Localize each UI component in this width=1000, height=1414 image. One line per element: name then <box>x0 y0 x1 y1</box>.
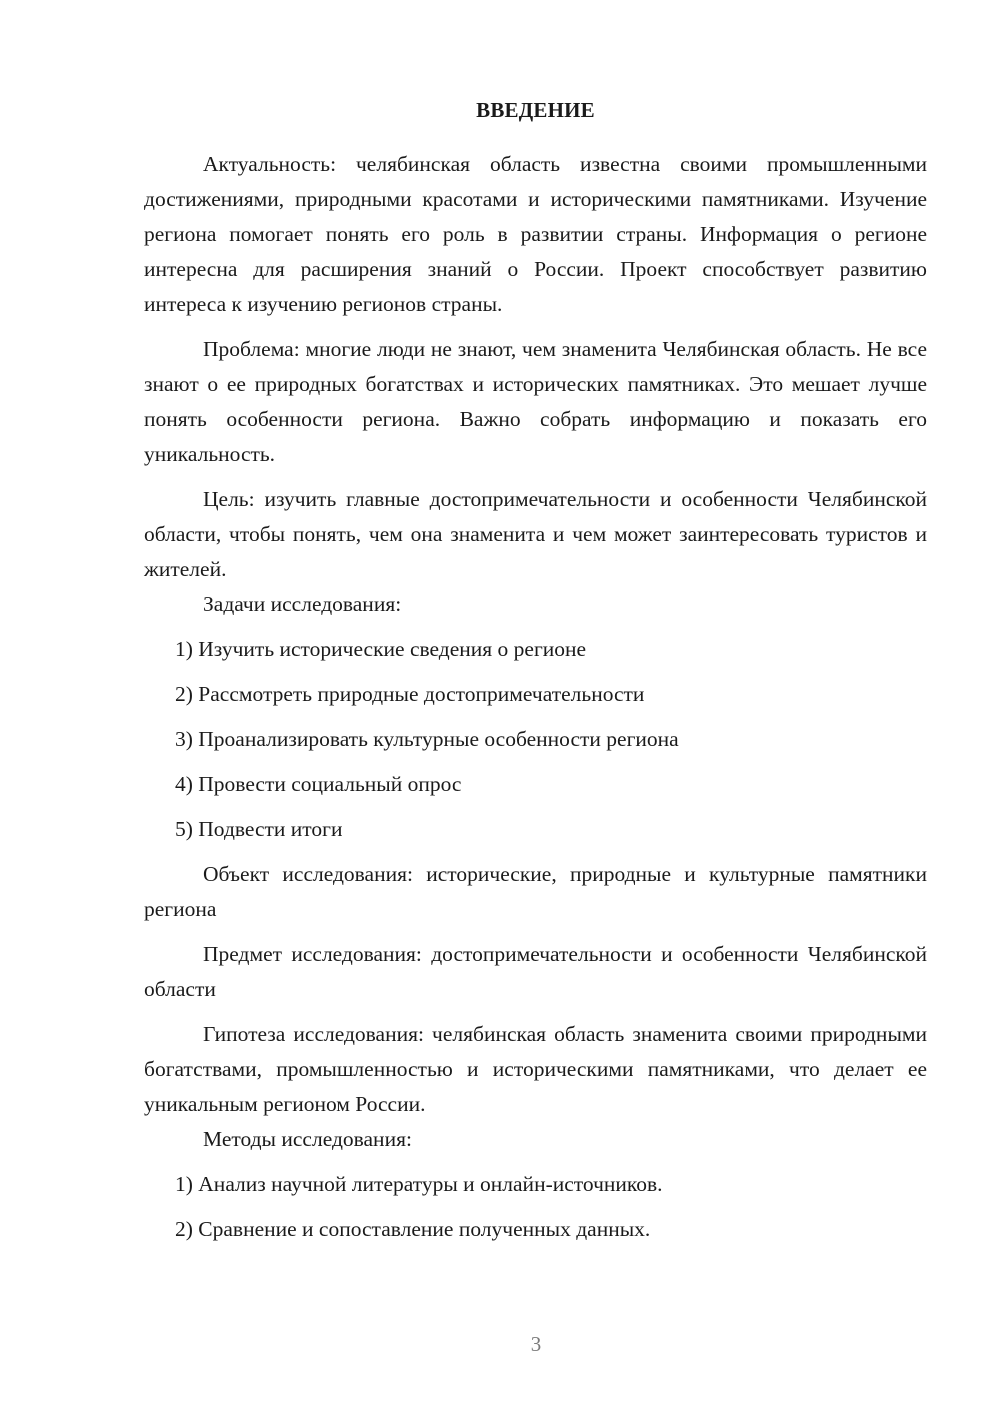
method-item: 1) Анализ научной литературы и онлайн-источников. <box>175 1172 663 1196</box>
hypothesis-paragraph: Гипотеза исследования: челябинская область знаменита своими природными богатствами, промышленностью и историческими памятниками, что делает ее уникальным регионом России. <box>144 1022 927 1116</box>
task-item: 4) Провести социальный опрос <box>175 772 462 796</box>
page-content <box>144 94 927 1247</box>
methods-heading: Методы исследования: <box>203 1127 412 1151</box>
relevance-paragraph: Актуальность: челябинская область известна своими промышленными достижениями, природными красотами и историческими памятниками. Изучение региона помогает понять его роль в развитии страны. Информация о регионе интересна для расширения знаний о России. Проект способствует развитию интереса к изучению регионов страны. <box>144 152 927 316</box>
tasks-heading: Задачи исследования: <box>203 592 402 616</box>
problem-paragraph: Проблема: многие люди не знают, чем знаменита Челябинская область. Не все знают о ее природных богатствах и исторических памятниках. Это мешает лучше понять особенности региона. Важно собрать информацию и показать его уникальность. <box>144 337 927 466</box>
method-item: 2) Сравнение и сопоставление полученных данных. <box>175 1217 651 1241</box>
goal-paragraph: Цель: изучить главные достопримечательности и особенности Челябинской области, чтобы понять, чем она знаменита и чем может заинтересовать туристов и жителей. <box>144 487 927 581</box>
page-title: ВВЕДЕНИЕ <box>476 98 595 122</box>
task-item: 5) Подвести итоги <box>175 817 343 841</box>
subject-paragraph: Предмет исследования: достопримечательности и особенности Челябинской области <box>144 942 927 1001</box>
task-item: 3) Проанализировать культурные особенности региона <box>175 727 679 751</box>
object-paragraph: Объект исследования: исторические, природные и культурные памятники региона <box>144 862 927 921</box>
page-number: 3 <box>530 1332 542 1356</box>
task-item: 1) Изучить исторические сведения о регионе <box>175 637 587 661</box>
task-item: 2) Рассмотреть природные достопримечательности <box>175 682 645 706</box>
